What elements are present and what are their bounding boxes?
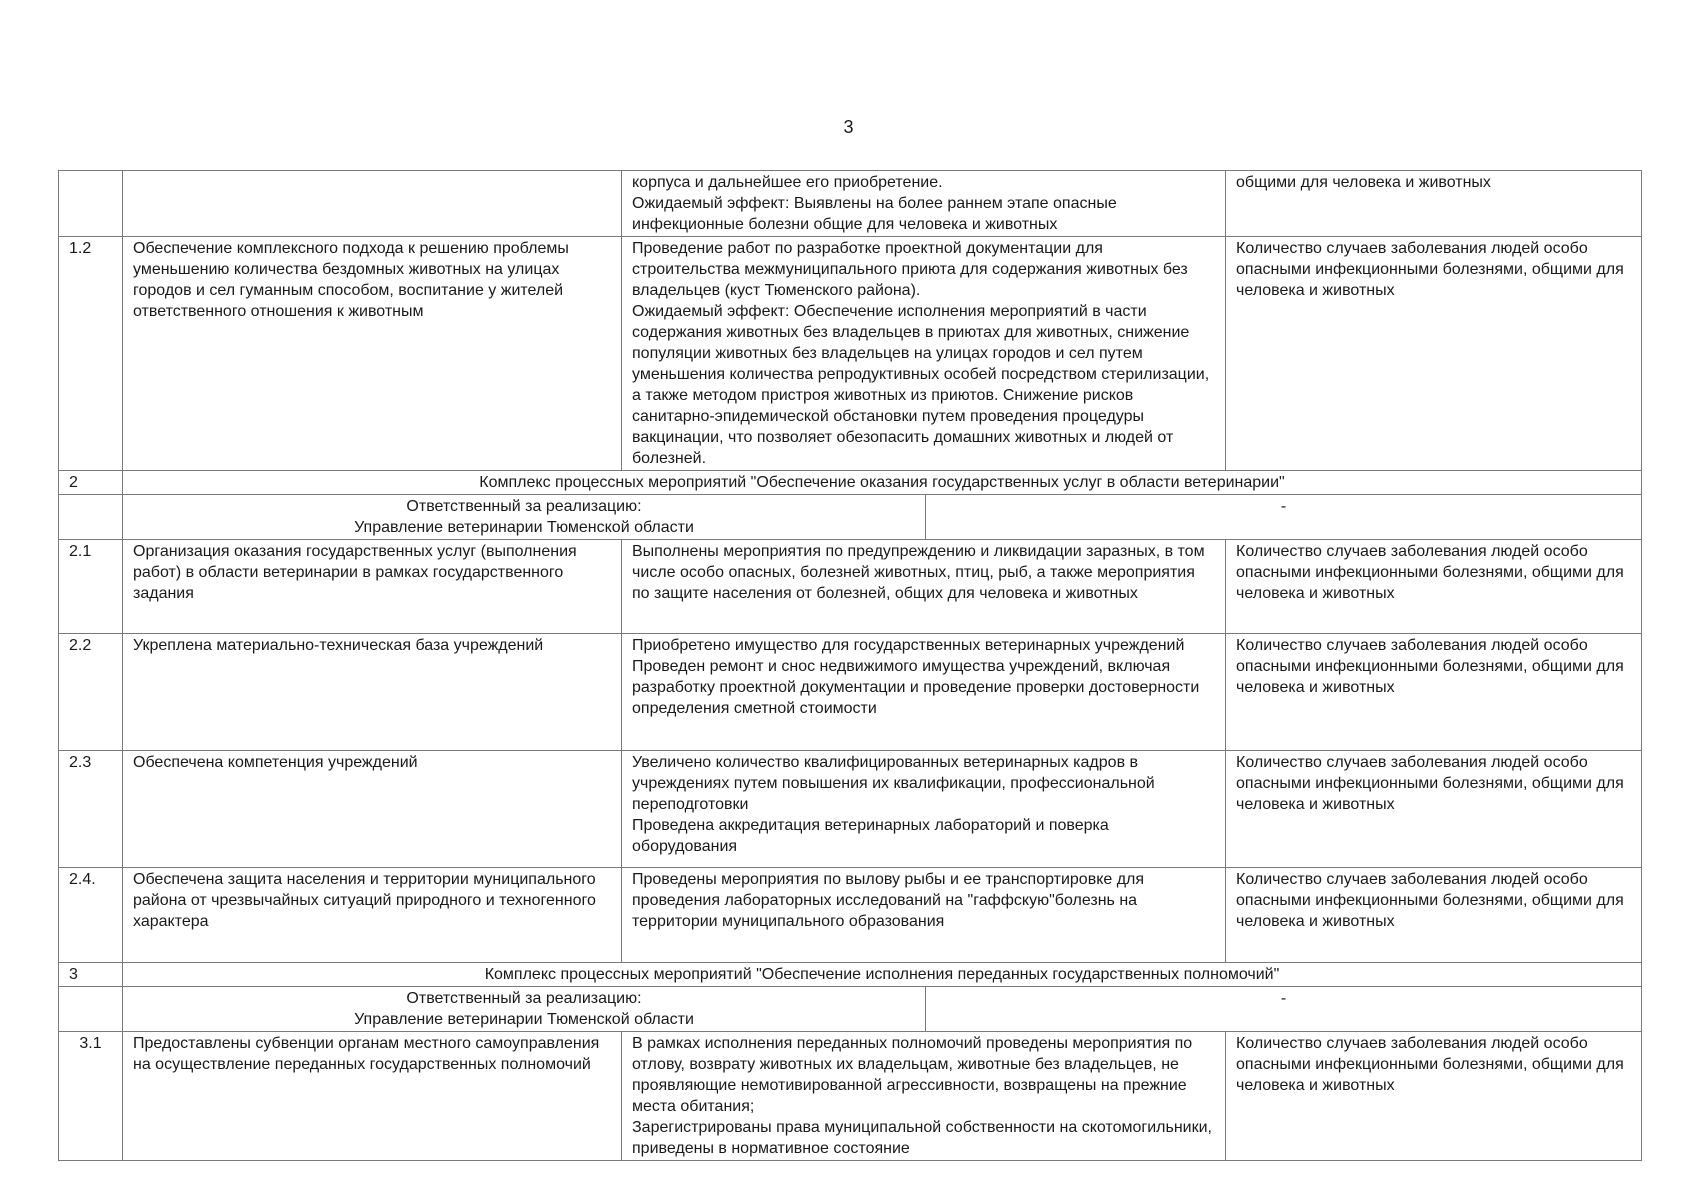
indicator-cell: Количество случаев заболевания людей особо опасными инфекционными болезнями, общими для человека и животных xyxy=(1226,634,1642,751)
table-row xyxy=(59,237,1642,471)
effect-cell: корпуса и дальнейшее его приобретение. Ожидаемый эффект: Выявлены на более раннем этапе опасные инфекционные болезни общие для человека и животных xyxy=(622,171,1226,237)
row-number: 2.1 xyxy=(59,540,123,634)
effect-cell: Выполнены мероприятия по предупреждению и ликвидации заразных, в том числе особо опасных, болезней животных, птиц, рыб, а также мероприятия по защите населения от болезней, общих для человека и животных xyxy=(622,540,1226,634)
table-row xyxy=(59,634,1642,751)
row-number xyxy=(59,171,123,237)
section-header-row xyxy=(59,963,1642,987)
responsible-value: - xyxy=(926,987,1642,1032)
task-cell: Обеспечена компетенция учреждений xyxy=(123,751,622,868)
effect-cell: Увеличено количество квалифицированных ветеринарных кадров в учреждениях путем повышения их квалификации, профессиональной переподготовки Проведена аккредитация ветеринарных лабораторий и поверка оборудования xyxy=(622,751,1226,868)
responsible-value: - xyxy=(926,495,1642,540)
empty-cell xyxy=(59,495,123,540)
row-number: 3.1 xyxy=(59,1032,123,1161)
responsible-label: Ответственный за реализацию: Управление ветеринарии Тюменской области xyxy=(123,495,926,540)
table-row xyxy=(59,540,1642,634)
effect-cell: Проведены мероприятия по вылову рыбы и ее транспортировке для проведения лабораторных исследований на "гаффскую"болезнь на территории муниципального образования xyxy=(622,868,1226,963)
empty-cell xyxy=(59,987,123,1032)
responsible-row xyxy=(59,987,1642,1032)
responsible-label: Ответственный за реализацию: Управление ветеринарии Тюменской области xyxy=(123,987,926,1032)
task-cell xyxy=(123,171,622,237)
indicator-cell: Количество случаев заболевания людей особо опасными инфекционными болезнями, общими для человека и животных xyxy=(1226,868,1642,963)
task-cell: Предоставлены субвенции органам местного самоуправления на осуществление переданных государственных полномочий xyxy=(123,1032,622,1161)
effect-cell: Проведение работ по разработке проектной документации для строительства межмуниципального приюта для содержания животных без владельцев (куст Тюменского района). Ожидаемый эффект: Обеспечение исполнения мероприятий в части содержания животных без владельцев в приютах для животных, снижение популяции животных без владельцев на улицах городов и сел путем уменьшения количества репродуктивных особей посредством стерилизации, а также методом пристроя животных из приютов. Снижение рисков санитарно-эпидемической обстановки путем проведения процедуры вакцинации, что позволяет обезопасить домашних животных и людей от болезней. xyxy=(622,237,1226,471)
effect-cell: Приобретено имущество для государственных ветеринарных учреждений Проведен ремонт и снос недвижимого имущества учреждений, включая разработку проектной документации и проведение проверки достоверности определения сметной стоимости xyxy=(622,634,1226,751)
row-number: 2.3 xyxy=(59,751,123,868)
task-cell: Обеспечена защита населения и территории муниципального района от чрезвычайных ситуаций природного и техногенного характера xyxy=(123,868,622,963)
responsible-row xyxy=(59,495,1642,540)
row-number: 2.4. xyxy=(59,868,123,963)
section-header-row xyxy=(59,471,1642,495)
table-row xyxy=(59,1032,1642,1161)
section-number: 2 xyxy=(59,471,123,495)
table-row xyxy=(59,868,1642,963)
indicator-cell: Количество случаев заболевания людей особо опасными инфекционными болезнями, общими для человека и животных xyxy=(1226,751,1642,868)
task-cell: Укреплена материально-техническая база учреждений xyxy=(123,634,622,751)
effect-cell: В рамках исполнения переданных полномочий проведены мероприятия по отлову, возврату животных их владельцам, животные без владельцев, не проявляющие немотивированной агрессивности, возвращены на прежние места обитания; Зарегистрированы права муниципальной собственности на скотомогильники, приведены в нормативное состояние xyxy=(622,1032,1226,1161)
table-row xyxy=(59,751,1642,868)
row-number: 2.2 xyxy=(59,634,123,751)
task-cell: Обеспечение комплексного подхода к решению проблемы уменьшению количества бездомных животных на улицах городов и сел гуманным способом, воспитание у жителей ответственного отношения к животным xyxy=(123,237,622,471)
table-row xyxy=(59,171,1642,237)
measures-table xyxy=(58,170,1642,1161)
section-title: Комплекс процессных мероприятий "Обеспечение оказания государственных услуг в области ветеринарии" xyxy=(123,471,1642,495)
section-title: Комплекс процессных мероприятий "Обеспечение исполнения переданных государственных полномочий" xyxy=(123,963,1642,987)
indicator-cell: Количество случаев заболевания людей особо опасными инфекционными болезнями, общими для человека и животных xyxy=(1226,237,1642,471)
section-number: 3 xyxy=(59,963,123,987)
task-cell: Организация оказания государственных услуг (выполнения работ) в области ветеринарии в рамках государственного задания xyxy=(123,540,622,634)
row-number: 1.2 xyxy=(59,237,123,471)
indicator-cell: Количество случаев заболевания людей особо опасными инфекционными болезнями, общими для человека и животных xyxy=(1226,540,1642,634)
page-number: 3 xyxy=(843,117,854,137)
indicator-cell: Количество случаев заболевания людей особо опасными инфекционными болезнями, общими для человека и животных xyxy=(1226,1032,1642,1161)
indicator-cell: общими для человека и животных xyxy=(1226,171,1642,237)
